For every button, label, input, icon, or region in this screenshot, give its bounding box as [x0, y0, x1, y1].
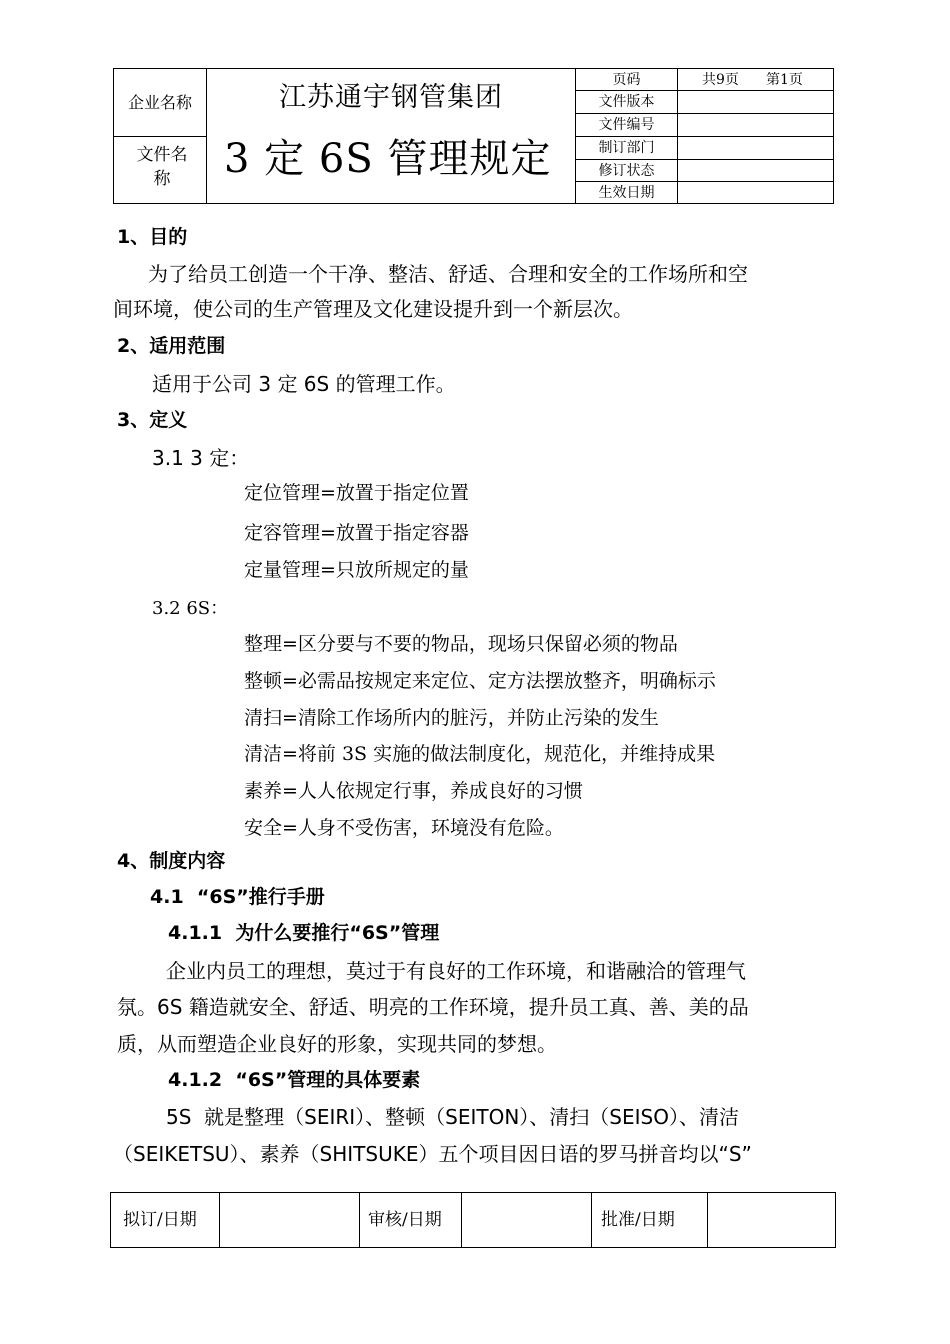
doc-number-label: 文件编号	[598, 117, 655, 133]
draft-label: 拟订/日期	[123, 1210, 197, 1230]
version-label: 文件版本	[598, 94, 655, 110]
definition-item: 清洁=将前 3S 实施的做法制度化，规范化，并维持成果	[244, 743, 716, 765]
section-4-title: 4、制度内容	[117, 850, 226, 872]
effective-date-label: 生效日期	[598, 185, 655, 201]
revision-row	[576, 160, 834, 182]
section-3-title: 3、定义	[117, 409, 188, 431]
draft-value	[221, 1193, 359, 1247]
document-header-table	[113, 68, 834, 204]
definition-item: 定容管理=放置于指定容器	[244, 522, 469, 544]
section-4-1-2-title: 4.1.2 “6S”管理的具体要素	[168, 1069, 421, 1091]
definition-item: 安全=人身不受伤害，环境没有危险。	[244, 817, 564, 839]
revision-label: 修订状态	[598, 163, 655, 179]
section-4-1-1-title: 4.1.1 为什么要推行“6S”管理	[168, 922, 440, 944]
page-total: 共9页	[702, 72, 739, 88]
review-value	[463, 1193, 591, 1247]
section-3-1-title: 3.1 3 定：	[152, 446, 250, 470]
page-row	[576, 69, 834, 91]
department-label: 制订部门	[598, 140, 655, 156]
version-row	[576, 91, 834, 113]
definition-item: 素养=人人依规定行事，养成良好的习惯	[244, 780, 583, 802]
company-label: 企业名称	[127, 93, 192, 112]
company-name: 江苏通宇钢管集团	[279, 82, 503, 113]
definition-item: 定位管理=放置于指定位置	[244, 482, 469, 504]
section-2-line-1: 适用于公司 3 定 6S 的管理工作。	[152, 372, 456, 396]
section-2-title: 2、适用范围	[117, 335, 226, 357]
doc-name-label	[122, 143, 202, 191]
section-4-1-1-line-2: 氛。6S 籍造就安全、舒适、明亮的工作环境，提升员工真、善、美的品	[117, 995, 749, 1019]
section-3-2-title: 3.2 6S：	[152, 598, 229, 619]
section-4-1-2-line-2: （SEIKETSU）、素养（SHITSUKE）五个项目因日语的罗马拼音均以“S”	[113, 1142, 752, 1166]
doc-number-row	[576, 114, 834, 136]
page-current: 第1页	[766, 72, 803, 88]
section-4-1-1-line-3: 质，从而塑造企业良好的形象，实现共同的梦想。	[117, 1032, 557, 1056]
section-1-line-1: 为了给员工创造一个干净、整洁、舒适、合理和安全的工作场所和空	[148, 262, 748, 286]
definition-item: 定量管理=只放所规定的量	[244, 559, 469, 581]
section-1-line-2: 间环境，使公司的生产管理及文化建设提升到一个新层次。	[113, 297, 633, 321]
effective-date-row	[576, 182, 834, 204]
review-label: 审核/日期	[368, 1210, 442, 1230]
section-4-1-title: 4.1 “6S”推行手册	[150, 886, 325, 908]
page-label: 页码	[612, 72, 641, 88]
definition-item: 整理=区分要与不要的物品，现场只保留必须的物品	[244, 633, 678, 655]
section-4-1-1-line-1: 企业内员工的理想，莫过于有良好的工作环境，和谐融洽的管理气	[166, 959, 746, 983]
doc-name-label-text: 文件名称	[136, 145, 188, 189]
approve-value	[709, 1193, 835, 1247]
section-1-title: 1、目的	[117, 226, 188, 248]
doc-title: 3 定 6S 管理规定	[224, 136, 552, 182]
definition-item: 清扫=清除工作场所内的脏污，并防止污染的发生	[244, 707, 659, 729]
approval-footer-table	[110, 1192, 836, 1248]
section-4-1-2-line-1: 5S 就是整理（SEIRI）、整顿（SEITON）、清扫（SEISO）、清洁	[166, 1105, 739, 1129]
department-row	[576, 137, 834, 159]
approve-label: 批准/日期	[601, 1210, 675, 1230]
definition-item: 整顿=必需品按规定来定位、定方法摆放整齐，明确标示	[244, 670, 716, 692]
